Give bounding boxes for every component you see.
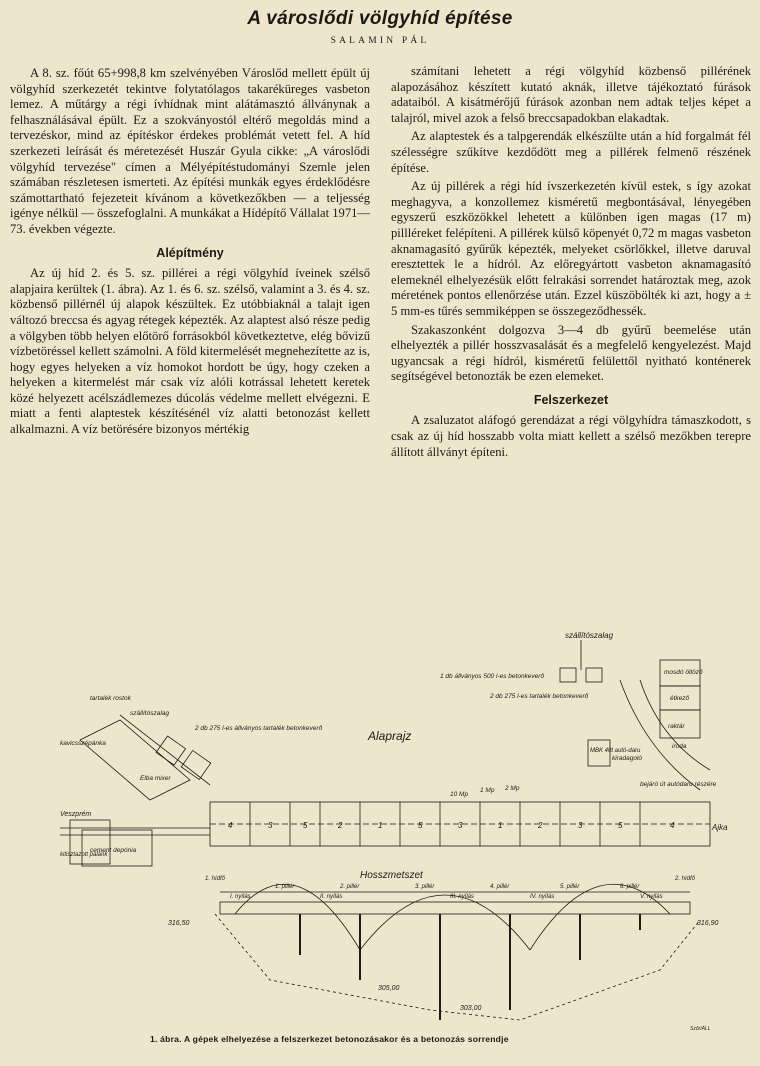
sequence-number: 2 [338, 821, 343, 830]
plan-label: Alaprajz [368, 729, 412, 743]
label-canteen: étkező [670, 695, 690, 702]
label-mp-1: 1 Mp [480, 787, 495, 794]
sequence-number: 4 [228, 821, 233, 830]
label-elevation-left: 316,50 [168, 920, 190, 927]
label-mp-2: 2 Mp [505, 785, 520, 792]
label-gravel: kavicsszépánka [60, 740, 106, 747]
sequence-number: 4 [670, 821, 675, 830]
label-opening-1: I. nyílás [230, 894, 251, 900]
label-pier-2: 2. pillér [340, 884, 360, 890]
article-author: SALAMIN PÁL [330, 36, 430, 46]
label-office: iroda [672, 743, 687, 750]
label-crane: MBK 40t autó-daru [590, 748, 641, 754]
intro-paragraph: A 8. sz. főút 65+998,8 km szelvényében Városlőd mellett épült új völgyhíd szerkezetét tekintve folytatólagos takaréküreges vasbeton lemez. A műtárgy a régi ívhídnak mint alátámasztó állványnak a felhasználásával épült. Ez a szokványostól eltérő megoldás mind a tervezéskor, mind az építéskor érdekes problémát vetett fel. A híd szerkezeti leírását és méretezését Huszár Gyula cikke: „A városlődi völgyhíd tervezése" címen a Mélyépítéstudományi Szemle jelen számában részletesen ismerteti. Az építési munkák egyes érdeklődésre számottartható fejezeteit kívánom a következőkben — a teljesség igénye nélkül — összefoglalni. A munkákat a Hídépítő Vállalat 1971—73. években végezte. [10, 66, 371, 236]
left-column [10, 66, 370, 441]
label-opening-5: V. nyílás [640, 894, 663, 900]
label-dispenser: kiradagoló [612, 755, 642, 762]
label-elevation-303: 303,00 [460, 1005, 482, 1012]
right-column [391, 64, 751, 463]
left-mixer-2 [181, 750, 210, 779]
label-elevation-right: 316,90 [697, 920, 719, 927]
figure-drawing [60, 630, 740, 1030]
mixer-500-symbol [560, 668, 576, 682]
label-cement-depot: cement depónia [90, 847, 137, 854]
label-abutment-right: 2. hídfő [675, 876, 696, 882]
mixer-275-symbol [586, 668, 602, 682]
section-heading-superstructure: Felszerkezet [533, 392, 609, 407]
sequence-number: 5 [418, 821, 423, 830]
label-mixer-275-left: 2 db 275 l-es állványos tartalék betonkeverő [195, 725, 323, 732]
sequence-number: 5 [303, 821, 308, 830]
label-opening-4: IV. nyílás [530, 894, 555, 900]
label-palisade: kitisztazott palánk [60, 852, 108, 858]
left-mixer-1 [156, 736, 185, 765]
label-mixer-275-top: 2 db 275 l-es tartalék betonkeverő [490, 693, 589, 700]
paragraph-piers-start: Az alaptestek és a talpgerendák elkészülte után a híd forgalmát fél szélességre szűkítve kezdődött meg a pillérek felmenő részének építése. [391, 129, 751, 175]
ground-line [215, 914, 700, 1020]
label-pier-5: 5. pillér [560, 884, 580, 890]
sequence-number: 3 [458, 821, 463, 830]
sequence-number: 1 [378, 821, 383, 830]
section-heading-substructure: Alépítmény [156, 245, 224, 260]
label-elevation-305: 305,00 [378, 985, 400, 992]
figure-caption: 1. ábra. A gépek elhelyezése a felszerkezet betonozásakor és a betonozás sorrendje [150, 1034, 509, 1044]
label-opening-2: II. nyílás [320, 894, 343, 900]
label-mixer-500: 1 db állványos 500 l-es betonkeverő [440, 673, 545, 680]
label-spare-rods: tartalék rostok [90, 695, 131, 702]
article-title: A városlődi völgyhíd építése [247, 8, 513, 29]
label-pier-6: 6. pillér [620, 884, 640, 890]
sequence-number: 3 [578, 821, 583, 830]
paragraph-boreholes: számítani lehetett a régi völgyhíd közbenső pillérének alapozásához készített kutató aknák, illetve tájékoztató fúrások adataiból. A kisátmérőjű fúrások azonban nem adtak teljes képet a talajról, mivel azok a felső breccsapadokban elakadtak. [391, 64, 751, 125]
label-elba-mixer: Elba mixer [140, 775, 171, 782]
drawing-signature: Szőr/ÁLL [690, 1026, 711, 1030]
label-washroom: mosdó öltöző [664, 669, 703, 676]
label-pier-1: 1. pillér [275, 884, 295, 890]
aggregate-plant [80, 720, 190, 800]
label-conveyor-top: szállítószalag [565, 631, 614, 640]
label-pier-4: 4. pillér [490, 884, 510, 890]
label-opening-3: III. nyílás [450, 894, 475, 900]
arch-2 [360, 895, 530, 950]
sequence-number: 5 [618, 821, 623, 830]
sequence-number: 2 [538, 821, 543, 830]
label-storage: raktár [668, 723, 685, 730]
paragraph-reinforcement: Szakaszonként dolgozva 3—4 db gyűrű beemelése után elhelyezték a pillér hosszvasalását és a megfelelő kengyelezést. Majd ugyancsak a régi hídról, kisméretű felülettől nyitható konténerek segítségével betonozták be ezen elemeket. [391, 322, 751, 384]
figure-site-plan-and-section [60, 630, 740, 1030]
label-mp-10: 10 Mp [450, 791, 469, 798]
superstructure-paragraph: A zsaluzatot aláfogó gerendázat a régi völgyhídra támaszkodott, s csak az új híd hosszabb volta miatt kellett a szélső mezőkben terepre állított állványt építeni. [391, 413, 751, 459]
label-conveyor-left: szállítószalag [130, 710, 170, 717]
label-pier-3: 3. pillér [415, 884, 435, 890]
label-abutment-left: 1. hídfő [205, 876, 226, 882]
paragraph-pier-rings: Az új pillérek a régi híd ívszerkezetén kívül estek, s így azokat meghagyva, a konzollemez kisméretű megbontásával, lényegében egyszerű eszközökkel lehetett a különben igen magas (17 m) pillléreket felépíteni. A pillérek külső köpenyét 0,72 m magas vasbeton aknamagasító gyűrűk képezték, melyeket csörlőkkel, illetve daruval eresztettek le a hídról. Az előregyártott vasbeton aknamagasító elemeknél elhelyezésük előtt felrakási sorrendet határoztak meg, azok méretének pontos ellenőrzése után. Ezzel küszöbölték ki azt, hogy a ± 5 mm-es tűrés semmiképpen se összegeződhessék. [391, 179, 751, 318]
sequence-number: 1 [498, 821, 503, 830]
deck-section [220, 902, 690, 914]
label-veszprem: Veszprém [60, 811, 92, 818]
section-label: Hosszmetszet [360, 870, 423, 881]
sequence-number: 3 [268, 821, 273, 830]
substructure-paragraph: Az új híd 2. és 5. sz. pillérei a régi völgyhíd íveinek szélső alapjaira kerültek (1. ábra). Az 1. és 6. sz. szélső, valamint a 3. és 4. sz. közbenső pillérnél új alapok készültek. Ez utóbbiaknál a talajt igen változó breccsa és agyag rétegek képezték. Az alaptest alsó része pedig a völgyben több helyen előtörő forrásokból következtetve, elég bővizű vízbetöréssel kellett számolni. A föld kitermelését megnehezítette az is, hogy egyes helyeken a víz homokot hordott be úgy, hogy czeken a helyeken a kitermelést már csak víz alóli kotrással lehetett keretek közé helyezett acélszádlemezes dúcolás védelme mellett elvégezni. E miatt a fenti alaptestek készítésénél víz alatti betonozást kellett alkalmazni. A víz betörésére bizonyos mértékig [10, 266, 370, 437]
label-ajka: Ajka [712, 823, 728, 832]
label-access-road: bejáró út autódaru részére [640, 781, 717, 788]
